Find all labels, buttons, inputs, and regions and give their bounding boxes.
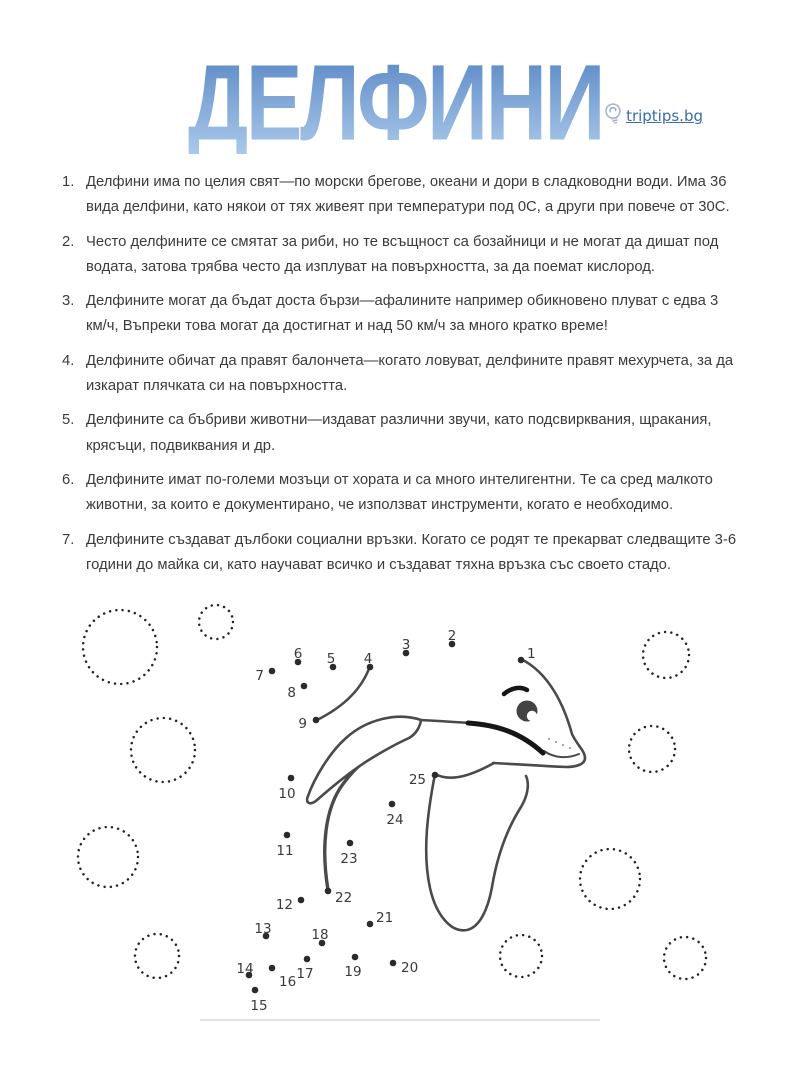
dolphin-back-curve (317, 666, 370, 720)
dot-labels-group (236, 628, 535, 1014)
puzzle-dot-24 (389, 801, 396, 808)
puzzle-dot-label-22: 22 (335, 890, 353, 906)
puzzle-dot-10 (288, 775, 295, 782)
puzzle-dot-label-7: 7 (255, 668, 264, 684)
dolphin-jaw-line (468, 723, 543, 753)
puzzle-dot-label-9: 9 (298, 716, 307, 732)
fact-number: 5. (62, 412, 75, 429)
dolphin-eyebrow (504, 688, 527, 694)
puzzle-dot-label-3: 3 (401, 637, 411, 653)
puzzle-dot-12 (298, 897, 305, 904)
puzzle-dot-label-19: 19 (344, 964, 362, 980)
bubble-circle-3 (131, 718, 195, 782)
puzzle-dot-19 (352, 954, 359, 961)
puzzle-dot-label-15: 15 (250, 998, 268, 1014)
puzzle-dot-7 (269, 668, 276, 675)
puzzle-dot-label-8: 8 (287, 685, 296, 701)
puzzle-dot-label-20: 20 (401, 960, 419, 976)
puzzle-dot-label-16: 16 (279, 974, 297, 990)
puzzle-dot-label-2: 2 (447, 628, 457, 644)
bubble-circle-2 (199, 605, 233, 639)
puzzle-dot-label-5: 5 (326, 651, 336, 667)
bubble-circle-7 (135, 934, 179, 978)
worksheet-page (0, 42, 791, 1075)
fact-text: Делфините обичат да правят балончета—когато ловуват, делфините правят мехурчета, за да изкарат плячката си на повърхността. (86, 352, 734, 395)
puzzle-dot-label-11: 11 (276, 843, 294, 859)
puzzle-dot-label-10: 10 (278, 786, 296, 802)
fact-text: Делфините са бъбриви животни—издават различни звучи, като подсвирквания, щракания, крясъци, подвиквания и др. (86, 412, 712, 454)
fact-text: Делфините създават дълбоки социални връзки. Когато се родят те прекарват следващите 3-6 години до майка си, като научават всичко и създават тяхна връзка със своето стадо. (86, 531, 737, 573)
bubble-circle-10 (664, 937, 706, 979)
puzzle-dot-17 (304, 956, 311, 963)
triptips-logo-text: triptips.bg (626, 107, 703, 125)
dolphin-fin (426, 774, 528, 930)
puzzle-dot-label-18: 18 (311, 927, 329, 943)
dolphin-speckles (548, 738, 571, 749)
puzzle-dot-label-1: 1 (527, 646, 536, 662)
bubble-circle-5 (629, 726, 675, 772)
puzzle-dot-label-6: 6 (293, 646, 303, 662)
bubble-circle-4 (643, 632, 689, 678)
puzzle-dot-label-23: 23 (340, 851, 358, 867)
puzzle-dot-15 (252, 987, 259, 994)
puzzle-dot-11 (284, 832, 291, 839)
fact-number: 4. (62, 352, 75, 369)
puzzle-dot-25 (432, 772, 439, 779)
bubble-circle-9 (500, 935, 542, 977)
page-title: ДЕЛФИНИ (187, 42, 604, 164)
fact-text: Делфините могат да бъдат доста бързи—афалините например обикновено плуват с едва 3 км/ч, Въпреки това могат да достигнат и над 50 км/ч за много кратко време! (86, 293, 719, 335)
puzzle-dot-label-12: 12 (275, 897, 293, 913)
puzzle-dot-label-24: 24 (386, 812, 404, 828)
dolphin-smile (544, 751, 579, 757)
puzzle-dot-label-17: 17 (296, 966, 314, 982)
bubble-circle-8 (580, 849, 640, 909)
dolphin-eye (517, 701, 538, 722)
puzzle-dot-21 (367, 921, 374, 928)
fact-text: Често делфините се смятат за риби, но те всъщност са бозайници и не могат да дишат под водата, затова трябва често да изплуват на повърхността, за да поемат кислород. (86, 233, 719, 275)
puzzle-dot-22 (325, 888, 332, 895)
puzzle-dot-label-21: 21 (376, 910, 394, 926)
fact-number: 1. (62, 174, 75, 190)
puzzle-dot-8 (301, 683, 308, 690)
fact-text: Делфини има по целия свят—по морски брегове, океани и дори в сладководни води. Има 36 вида делфини, като някои от тях живеят при температури под 0C, а други при повече от 30C. (86, 174, 730, 216)
dolphin-flipper (307, 717, 421, 803)
puzzle-dot-20 (390, 960, 397, 967)
puzzle-dot-label-13: 13 (254, 921, 272, 937)
fact-text: Делфините имат по-големи мозъци от хората и са много интелигентни. Те са сред малкото животни, за които е документирано, че използват инструменти, когато е необходимо. (86, 471, 713, 514)
puzzle-dot-label-4: 4 (363, 651, 373, 667)
fact-number: 6. (62, 471, 75, 488)
puzzle-dot-1 (518, 657, 525, 664)
puzzle-dot-23 (347, 840, 354, 847)
puzzle-dot-label-14: 14 (236, 961, 254, 977)
fact-number: 3. (62, 293, 75, 310)
fact-number: 2. (62, 233, 75, 250)
puzzle-dot-label-25: 25 (408, 772, 426, 788)
fact-number: 7. (62, 531, 75, 548)
bubble-circle-1 (83, 610, 157, 684)
dolphin-fin-joint (435, 763, 494, 778)
puzzle-dot-9 (313, 717, 320, 724)
connect-the-dots-puzzle (0, 42, 791, 1075)
dolphin-backline (421, 720, 469, 723)
bubble-circle-6 (78, 827, 138, 887)
puzzle-dot-16 (269, 965, 276, 972)
